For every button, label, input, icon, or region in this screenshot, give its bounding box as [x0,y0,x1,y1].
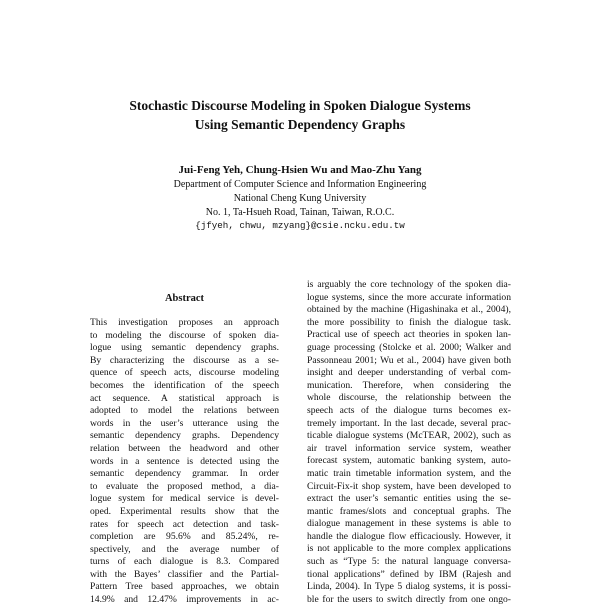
right-column-line: forecast system, automatic banking system, auto- [307,455,511,467]
paper-title [0,96,600,134]
right-column-line: extract the user’s semantic entities using the se- [307,493,511,505]
address: No. 1, Ta-Hsueh Road, Tainan, Taiwan, R.O.C. [205,206,395,218]
right-column-line: the more possibility to finish the dialogue task. [307,316,511,328]
abstract-line: By characterizing the discourse as a se- [90,354,279,366]
right-column-body [307,279,511,606]
right-column-line: dialogue management in these systems is able to [307,518,511,530]
right-column-line: mantic frames/slots and conceptual graphs. The [307,505,511,517]
abstract-line: semantic dependency grammar. In order [90,468,279,480]
right-column-line: munication. Therefore, when considering the [307,379,511,391]
right-column-line: ble for the users to switch directly from one ongo- [307,593,511,605]
abstract-line: words in the user’s utterance using the [90,417,279,429]
abstract-line: logue system for medical service is devel- [90,493,279,505]
right-column-line: obtained by the machine (Higashinaka et al., 2004), [307,304,511,316]
abstract-line: words in a sentence is detected using the [90,455,279,467]
abstract-line: completion are 95.6% and 85.24%, re- [90,531,279,543]
right-column-line: logue systems, since the more accurate information [307,291,511,303]
right-column-line: tional applications” defined by IBM (Rajesh and [307,568,511,580]
right-column-line: ticable dialogue systems (McTEAR, 2002), such as [307,430,511,442]
right-column-line: is not applicable to the more complex applications [307,543,511,555]
right-column-line: whole discourse, the relationship between the [307,392,511,404]
abstract-line: Pattern Tree based approaches, we obtain [90,581,279,593]
university: National Cheng Kung University [233,192,367,204]
right-column-line: Practical use of speech act theories in spoken lan- [307,329,511,341]
right-column-line: air travel information service system, weather [307,442,511,454]
department: Department of Computer Science and Information Engineering [173,179,427,190]
right-column-line: handle the dialogue flow efficaciously. However, it [307,530,511,542]
abstract-line: adopted to model the relations between [90,405,279,417]
right-column-line: Linda, 2004). In Type 5 dialog systems, it is possi- [307,581,511,593]
author-list: Jui-Feng Yeh, Chung-Hsien Wu and Mao-Zhu Yang [178,164,422,176]
abstract-line: to evaluate the proposed method, a dia- [90,480,279,492]
right-column-line: Circuit-Fix-it shop system, have been developed to [307,480,511,492]
right-column-line: Passonneau 2001; Wu et al., 2004) have given both [307,354,511,366]
abstract-line: semantic dependency graphs. Dependency [90,430,279,442]
abstract-line: oped. Experimental results show that the [90,505,279,517]
abstract-line: 14.9% and 12.47% improvements in ac- [90,594,279,606]
abstract-line: quence of speech acts, discourse modeling [90,367,279,379]
right-column-line: guage processing (Stolcke et al. 2000; Walker and [307,341,511,353]
right-column-line: is arguably the core technology of the spoken dia- [307,279,511,290]
abstract-line: to modeling the discourse of spoken dia- [90,329,279,341]
abstract-line: This investigation proposes an approach [90,317,279,328]
affiliation-block [0,178,600,233]
abstract-body [90,317,279,607]
right-column-line: matic train timetable information system, and the [307,467,511,479]
abstract-line: logue using semantic dependency graphs. [90,342,279,354]
right-column-line: speech acts of the dialogue turns becomes ex- [307,404,511,416]
abstract-line: relation between the headword and other [90,442,279,454]
abstract-line: spectively, and the average number of [90,543,279,555]
abstract-heading: Abstract [164,293,205,304]
abstract-line: rates for speech act detection and task- [90,518,279,530]
abstract-line: becomes the identification of the speech [90,379,279,391]
right-column-line: tremely important. In the last decade, several prac- [307,417,511,429]
abstract-line: with the Bayes’ classifier and the Partial- [90,568,279,580]
email-list: {jfyeh, chwu, mzyang}@csie.ncku.edu.tw [195,220,405,232]
right-column-line: insight and deeper understanding of verbal com- [307,367,511,379]
title-line-2: Using Semantic Dependency Graphs [194,117,406,132]
title-line-1: Stochastic Discourse Modeling in Spoken Dialogue Systems [129,98,471,113]
abstract-line: act sequence. A statistical approach is [90,392,279,404]
right-column-line: such as “Type 5: the natural language conversa- [307,556,511,568]
abstract-line: turns of each dialogue is 8.3. Compared [90,556,279,568]
